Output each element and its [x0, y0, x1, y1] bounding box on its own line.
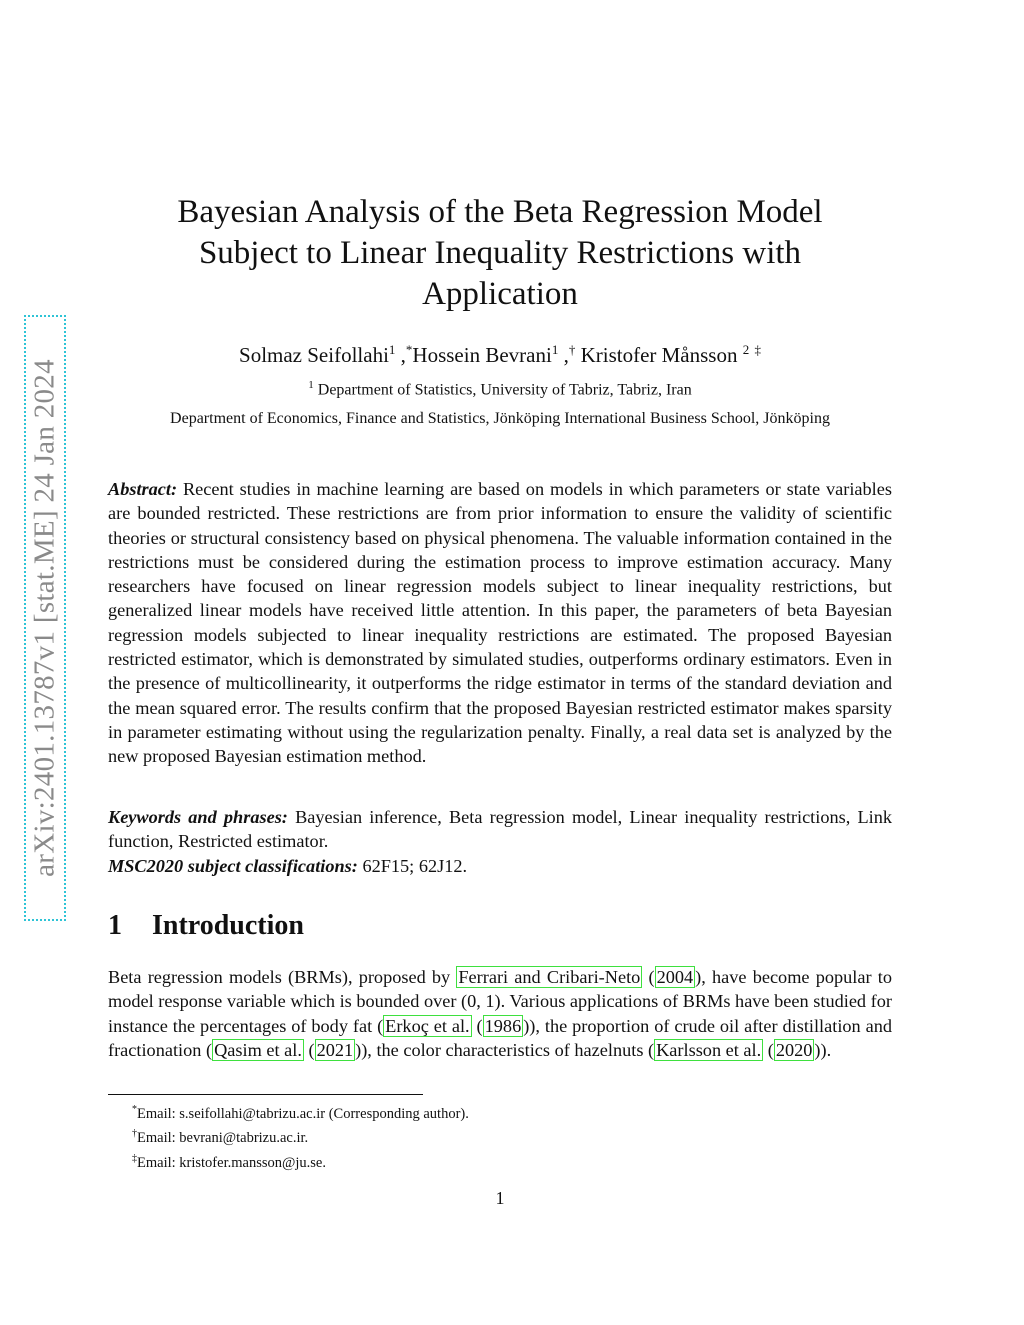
- author-footnote-mark: *: [405, 342, 413, 357]
- author-affil-mark: 1: [388, 342, 396, 357]
- affiliation-text: Department of Statistics, University of Tabriz, Tabriz, Iran: [317, 381, 692, 399]
- footnote-mark: †: [132, 1128, 137, 1140]
- citation-link[interactable]: Qasim et al.: [214, 1039, 302, 1060]
- keywords-label: Keywords and phrases:: [108, 807, 288, 827]
- footnote-text: Email: bevrani@tabrizu.ac.ir.: [137, 1130, 309, 1147]
- intro-text: , have become popular to model response variable which is bounded over (0, 1). Various applications of BRMs have been studied for instance the percentages of body fat (: [108, 967, 892, 1036]
- citation-link[interactable]: Karlsson et al.: [656, 1039, 762, 1060]
- affiliation-text: Department of Economics, Finance and Statistics, Jönköping International Business School, Jönköping: [170, 410, 830, 427]
- citation-link[interactable]: Ferrari and Cribari-Neto: [458, 967, 641, 987]
- author-affil-mark: 1: [551, 342, 559, 357]
- footnote: [132, 1100, 469, 1124]
- section-title: Introduction: [152, 910, 304, 941]
- msc-label: MSC2020 subject classifications:: [108, 855, 358, 876]
- footnote-text: Email: kristofer.mansson@ju.se.: [137, 1154, 326, 1171]
- citation-year-link[interactable]: 2004: [656, 967, 694, 987]
- abstract-label: Abstract:: [108, 479, 178, 499]
- footnote-mark: ‡: [132, 1152, 137, 1164]
- footnote: [132, 1124, 469, 1148]
- keywords-text: Bayesian inference, Beta regression model, Linear inequality restrictions, Link function, Restricted estimator.: [108, 807, 892, 852]
- author-name: Solmaz Seifollahi: [239, 343, 389, 367]
- author-line: Solmaz Seifollahi$^1$ ,*Hossein Bevrani$^1$ ,† Kristofer Månsson $^2$ ‡: [239, 342, 761, 367]
- affiliation-number: 1: [308, 379, 314, 391]
- section-number: 1: [108, 910, 122, 941]
- footnote-rule: [108, 1094, 423, 1095]
- arxiv-id: arXiv:2401.13787v1 [stat.ME] 24 Jan 2024: [28, 359, 61, 877]
- citation-year-link[interactable]: 1986: [484, 1015, 522, 1036]
- paper-title: Bayesian Analysis of the Beta Regression Model Subject to Linear Inequality Restrictions with Application: [177, 194, 823, 312]
- affiliation-1: [100, 379, 900, 399]
- footnote-text: Email: s.seifollahi@tabrizu.ac.ir (Corresponding author).: [137, 1105, 469, 1122]
- intro-text: ), the proportion of crude oil after distillation and fractionation (: [108, 1015, 893, 1060]
- footnote-mark: *: [132, 1104, 137, 1115]
- intro-paragraph: Beta regression models (BRMs), proposed by Ferrari and Cribari-Neto ( 2004 ), have become popular to model response variable which is bounded over (0, 1). Various applications of BRMs have been studied for instance the percentages of body fat ( Erkoç et al. ( 1986 )), the proportion of crude oil after distillation and fractionation ( Qasim et al. ( 2021 )), the color characteristics of hazelnuts ( Karlsson et al. ( 2020 )).: [108, 967, 893, 1060]
- arxiv-stamp[interactable]: [24, 315, 66, 921]
- abstract: [108, 477, 892, 769]
- abstract-text: Recent studies in machine learning are based on models in which parameters or state variables are bounded restricted. These restrictions are from prior information to ensure the validity of scientific theories or structural consistency based on physical phenomena. The valuable information contained in the restrictions must be considered during the estimation process to improve estimation accuracy. Many researchers have focused on linear regression models subject to linear inequality restrictions, but generalized linear models have received little attention. In this paper, the parameters of beta Bayesian regression models subjected to linear inequality restrictions are estimated. The proposed Bayesian restricted estimator, which is demonstrated by simulated studies, outperforms ordinary estimators. Even in the presence of multicollinearity, it outperforms the ridge estimator in terms of the standard deviation and the mean squared error. The results confirm that the proposed Bayesian restricted estimator makes sparsity in parameter estimating without using the regularization penalty. Finally, a real data set is analyzed by the new proposed Bayesian estimation method.: [108, 479, 892, 767]
- intro-text: Beta regression models (BRMs), proposed by: [108, 967, 457, 987]
- author-footnote-mark: ‡: [754, 342, 761, 357]
- affiliation-2: [100, 410, 900, 428]
- keywords: [108, 805, 892, 878]
- citation-year-link[interactable]: 2021: [316, 1039, 354, 1060]
- intro-text: ), the color characteristics of hazelnuts (: [361, 1039, 655, 1060]
- page-number: 1: [495, 1188, 505, 1208]
- footnotes: [132, 1100, 469, 1173]
- author-name: Hossein Bevrani: [412, 343, 552, 367]
- intro-text: ).: [820, 1039, 832, 1060]
- msc-text: 62F15; 62J12.: [362, 855, 468, 876]
- section-heading: [108, 910, 304, 942]
- author-name: Kristofer Månsson: [580, 343, 738, 367]
- footnote: [132, 1149, 469, 1173]
- citation-link[interactable]: Erkoç et al.: [385, 1015, 470, 1036]
- citation-year-link[interactable]: 2020: [775, 1039, 813, 1060]
- author-footnote-mark: †: [568, 342, 576, 357]
- author-affil-mark: 2: [742, 342, 750, 357]
